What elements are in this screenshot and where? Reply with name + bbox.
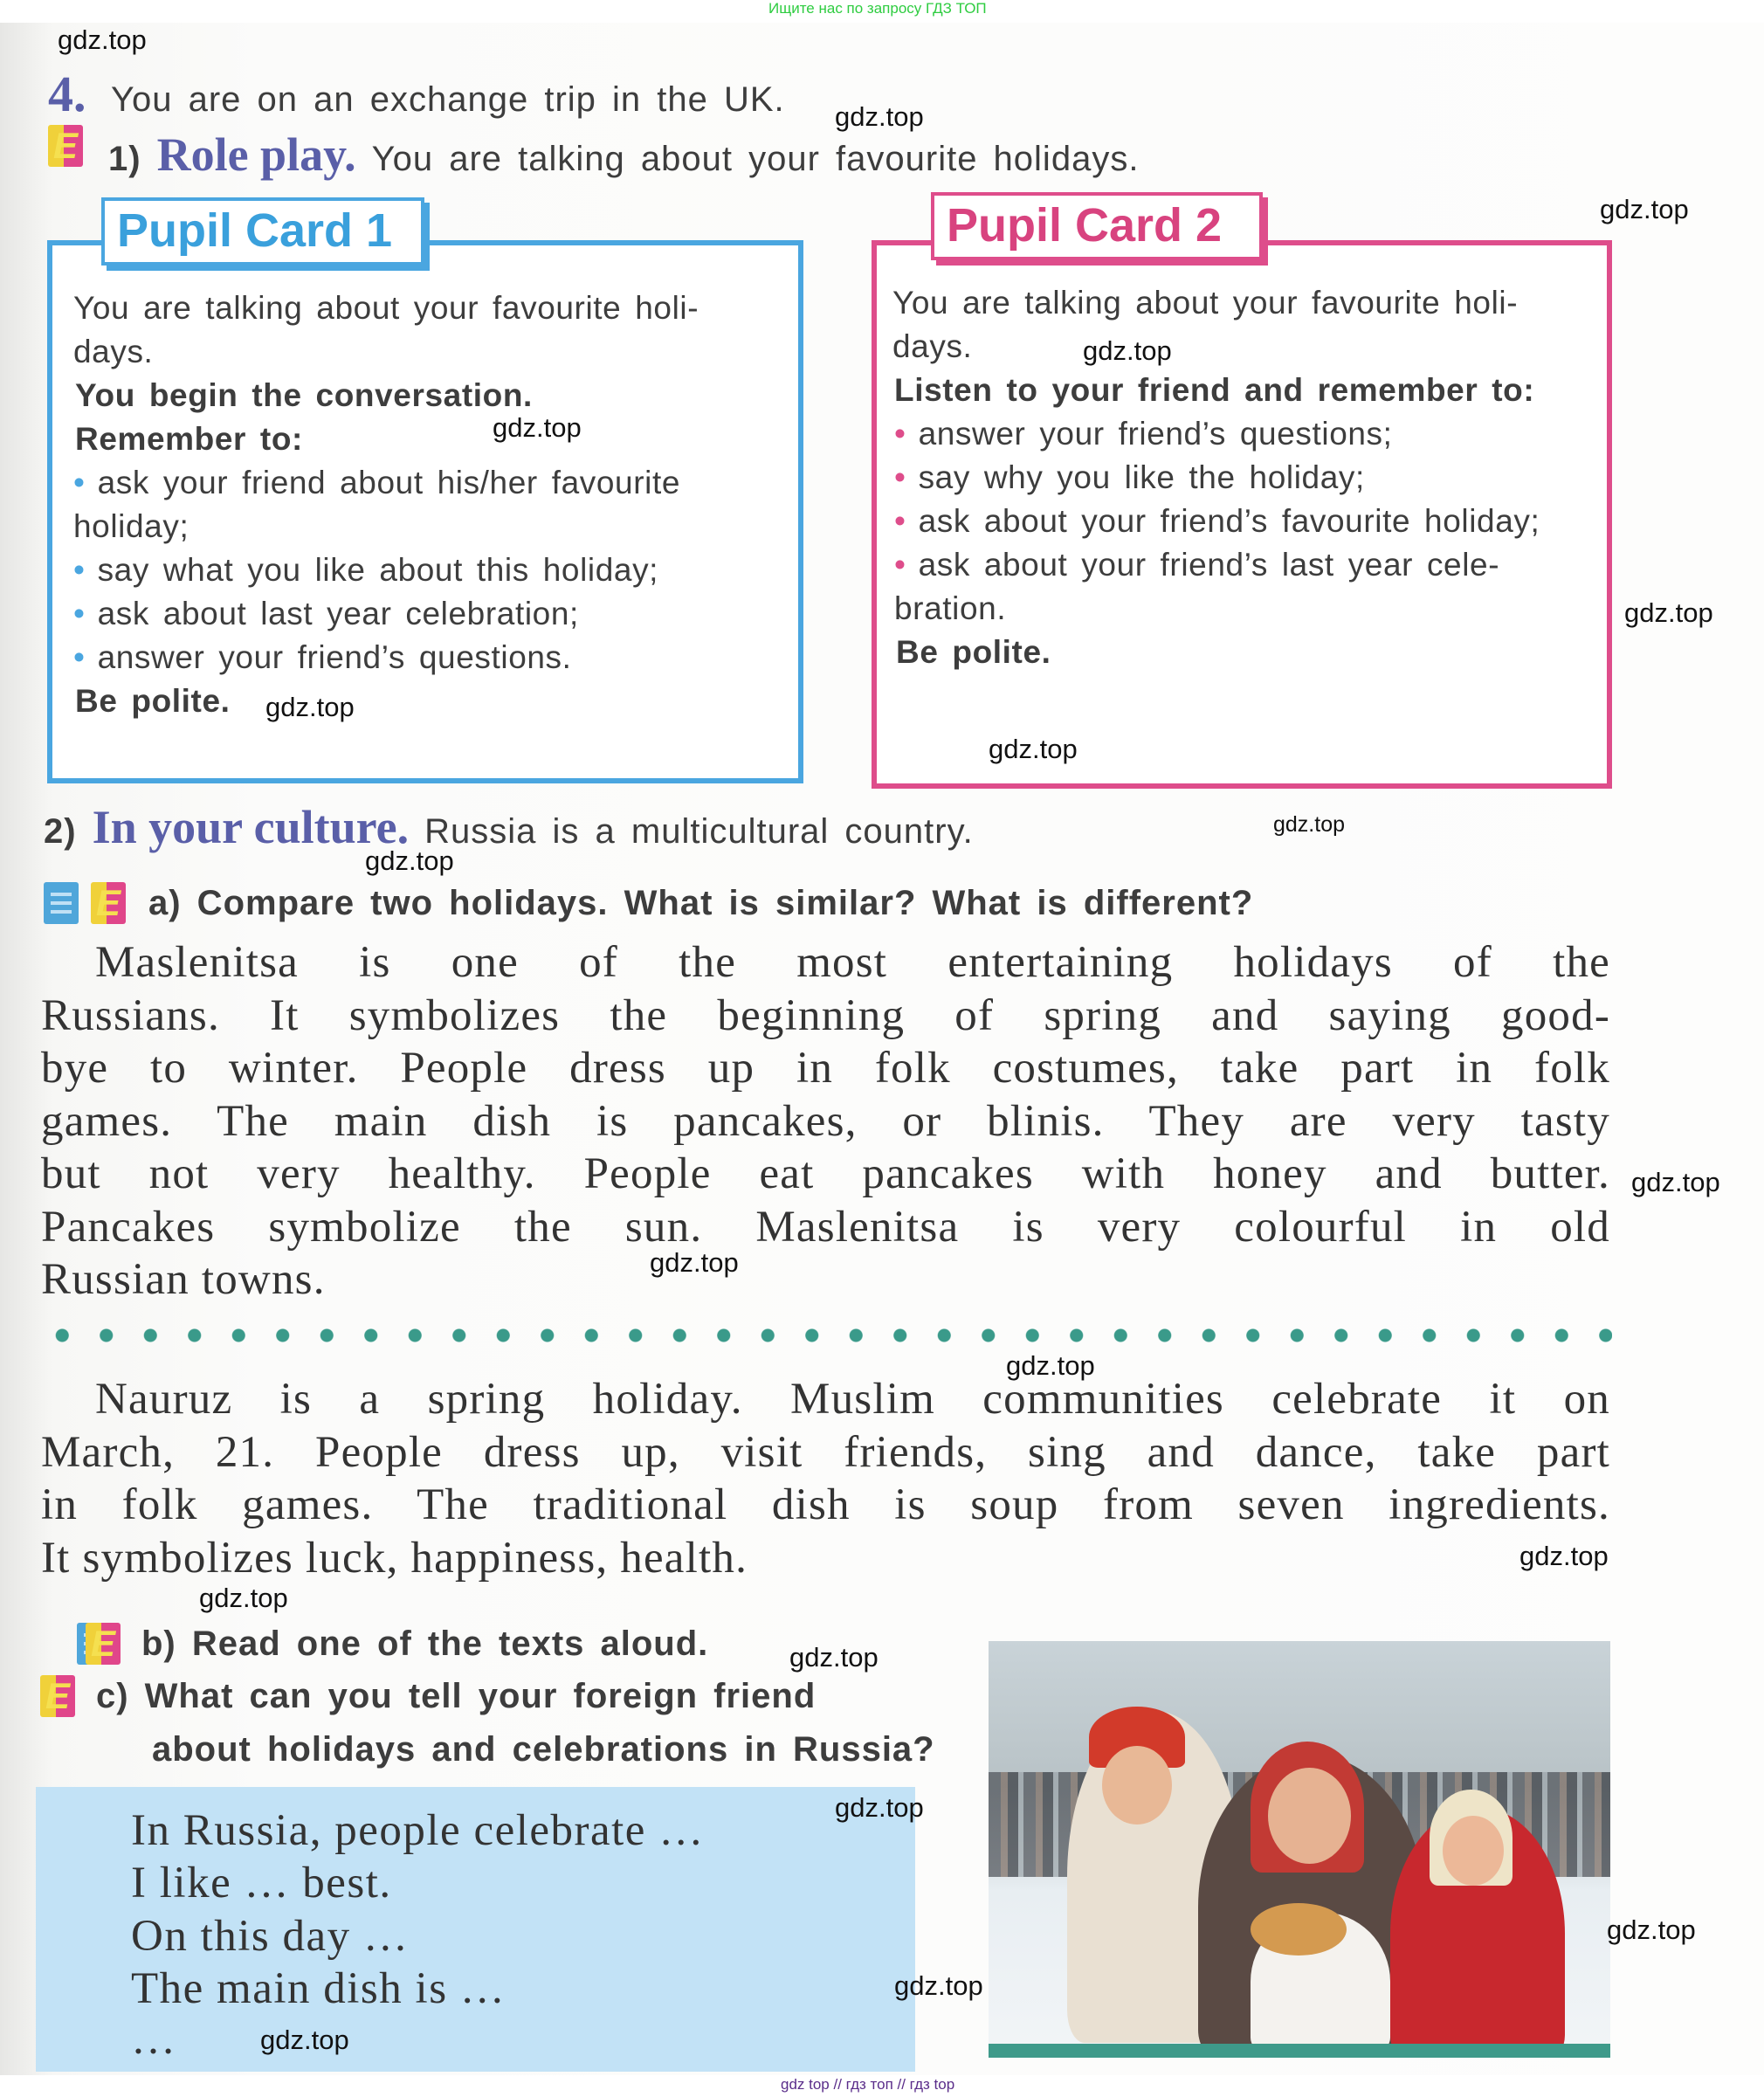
watermark: gdz.top [365, 845, 454, 876]
watermark: gdz.top [1600, 194, 1689, 224]
watermark: gdz.top [260, 2025, 349, 2055]
watermark: gdz.top [58, 24, 147, 55]
exercise-number: 4. [48, 66, 86, 122]
dotted-divider [40, 1328, 1612, 1343]
pupil-card-1-title: Pupil Card 1 [101, 197, 424, 266]
card2-line: days. [892, 328, 973, 364]
text-line: but not very healthy. People eat pancakes with honey and butter. [41, 1149, 1610, 1198]
card2-line: bration. [894, 590, 1007, 626]
card1-bullet: • ask your friend about his/her favourite [73, 461, 680, 505]
e-icon: E [91, 882, 126, 924]
maslenitsa-text [41, 936, 1610, 1307]
part1-heading [108, 128, 1139, 182]
task-c-line: c) What can you tell your foreign friend [96, 1677, 817, 1715]
watermark: gdz.top [199, 1583, 288, 1613]
watermark: gdz.top [894, 1970, 983, 2001]
maslenitsa-photo [989, 1641, 1610, 2058]
card2-line: Be polite. [896, 634, 1051, 670]
watermark: gdz.top [493, 412, 582, 443]
text-line: Russian towns. [41, 1255, 326, 1304]
exercise-intro: You are on an exchange trip in the UK. [111, 80, 785, 119]
card2-line: Listen to your friend and remember to: [894, 372, 1535, 408]
nauruz-text [41, 1373, 1610, 1584]
watermark: gdz.top [265, 692, 355, 722]
card1-bullet: • say what you like about this holiday; [73, 548, 658, 592]
prompt-line: I like … best. [131, 1859, 392, 1907]
prompt-line: … [131, 2015, 177, 2064]
text-line: Nauruz is a spring holiday. Muslim communities celebrate it on [95, 1375, 1610, 1424]
e-icon: E [40, 1675, 75, 1717]
card1-bullet: • answer your friend’s questions. [73, 636, 572, 679]
watermark: gdz.top [835, 1792, 924, 1823]
watermark: gdz.top [650, 1247, 739, 1278]
part2-text: Russia is a multicultural country. [424, 812, 974, 851]
card1-line: You are talking about your favourite holi- [73, 290, 699, 326]
task-a: a) Compare two holidays. What is similar? What is different? [148, 884, 1254, 922]
card1-line: Be polite. [75, 683, 231, 719]
text-line: bye to winter. People dress up in folk costumes, take part in folk [41, 1044, 1610, 1093]
text-line: Maslenitsa is one of the most entertaining holidays of the [95, 938, 1610, 987]
prompt-line: In Russia, people celebrate … [131, 1806, 705, 1855]
e-icon: E [86, 1623, 121, 1665]
card1-line: You begin the conversation. [75, 377, 533, 413]
card2-bullet: • ask about your friend’s last year cele- [894, 543, 1499, 587]
prompt-line: The main dish is … [131, 1964, 506, 2013]
watermark: gdz.top [1519, 1541, 1609, 1571]
watermark: gdz.top [1624, 597, 1713, 628]
card2-bullet: • answer your friend’s questions; [894, 412, 1393, 456]
part1-title: Role play. [156, 128, 356, 181]
task-c-line: about holidays and celebrations in Russia? [152, 1730, 935, 1769]
e-icon: E [48, 125, 83, 167]
prompt-line: On this day … [131, 1912, 410, 1961]
pupil-card-2-title: Pupil Card 2 [931, 192, 1263, 260]
part2-heading [44, 800, 974, 854]
text-line: Pancakes symbolize the sun. Maslenitsa is very colourful in old [41, 1202, 1610, 1252]
card1-line: holiday; [73, 508, 189, 544]
text-line: It symbolizes luck, happiness, health. [41, 1533, 748, 1583]
watermark: gdz.top [1607, 1914, 1696, 1945]
part1-label: 1) [108, 140, 141, 178]
text-line: March, 21. People dress up, visit friends, sing and dance, take part [41, 1427, 1610, 1477]
text-line: games. The main dish is pancakes, or blinis. They are very tasty [41, 1096, 1610, 1146]
watermark: gdz.top [1631, 1167, 1720, 1197]
watermark: gdz.top [789, 1642, 879, 1673]
top-ad-text: Ищите нас по запросу ГДЗ ТОП [768, 0, 987, 17]
text-line: Russians. It symbolizes the beginning of spring and saying good- [41, 990, 1610, 1040]
watermark: gdz.top [1273, 812, 1346, 837]
card2-bullet: • say why you like the holiday; [894, 456, 1365, 500]
part1-text: You are talking about your favourite holidays. [371, 140, 1140, 178]
part2-label: 2) [44, 812, 77, 851]
card2-line: You are talking about your favourite holi- [892, 285, 1519, 321]
card2-bullet: • ask about your friend’s favourite holiday; [894, 500, 1540, 543]
card1-line: Remember to: [75, 421, 303, 457]
watermark: gdz.top [1083, 335, 1172, 366]
text-line: in folk games. The traditional dish is soup from seven ingredients. [41, 1480, 1610, 1529]
part2-title: In your culture. [92, 801, 410, 853]
watermark: gdz.top [1006, 1350, 1095, 1381]
card1-line: days. [73, 334, 154, 369]
footer-text: gdz top // гдз топ // гдз top [781, 2076, 955, 2093]
card1-bullet: • ask about last year celebration; [73, 592, 579, 636]
text-icon [44, 882, 79, 924]
watermark: gdz.top [835, 101, 924, 132]
task-b: b) Read one of the texts aloud. [141, 1624, 709, 1663]
watermark: gdz.top [989, 734, 1078, 764]
